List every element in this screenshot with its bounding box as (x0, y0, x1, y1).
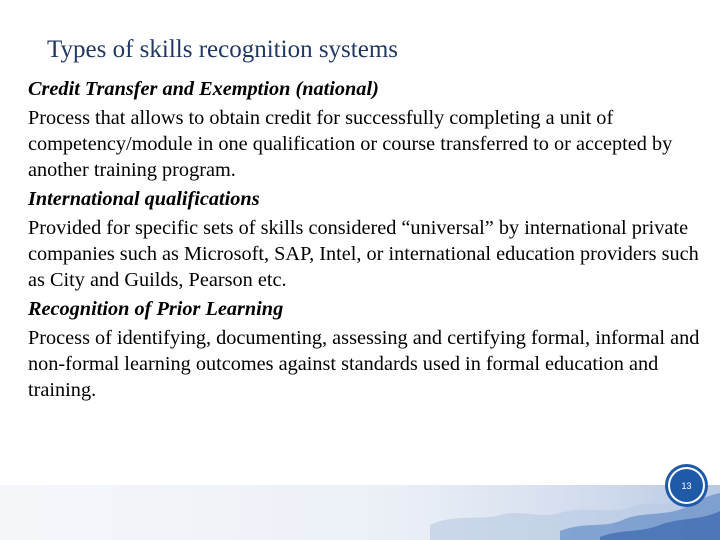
section-heading-international-qualifications: International qualifications (28, 188, 260, 210)
world-map-decoration-icon (0, 485, 720, 540)
section-heading-rpl: Recognition of Prior Learning (28, 298, 284, 320)
page-number: 13 (681, 480, 692, 491)
footer-decoration (0, 485, 720, 540)
page-number-badge (668, 467, 705, 504)
section-text-credit-transfer: Process that allows to obtain credit for successfully completing a unit of competency/module in one qualification or course transferred to or accepted by another training program. (28, 107, 673, 181)
section-text-rpl: Process of identifying, documenting, assessing and certifying formal, informal and non-formal learning outcomes against standards used in formal education and training. (28, 327, 700, 401)
section-text-international-qualifications: Provided for specific sets of skills considered “universal” by international private companies such as Microsoft, SAP, Intel, or international education providers such as City and Guilds, Pearson etc. (28, 217, 699, 291)
section-heading-credit-transfer: Credit Transfer and Exemption (national) (28, 78, 379, 100)
slide-title: Types of skills recognition systems (47, 36, 399, 63)
slide-body (28, 76, 708, 406)
